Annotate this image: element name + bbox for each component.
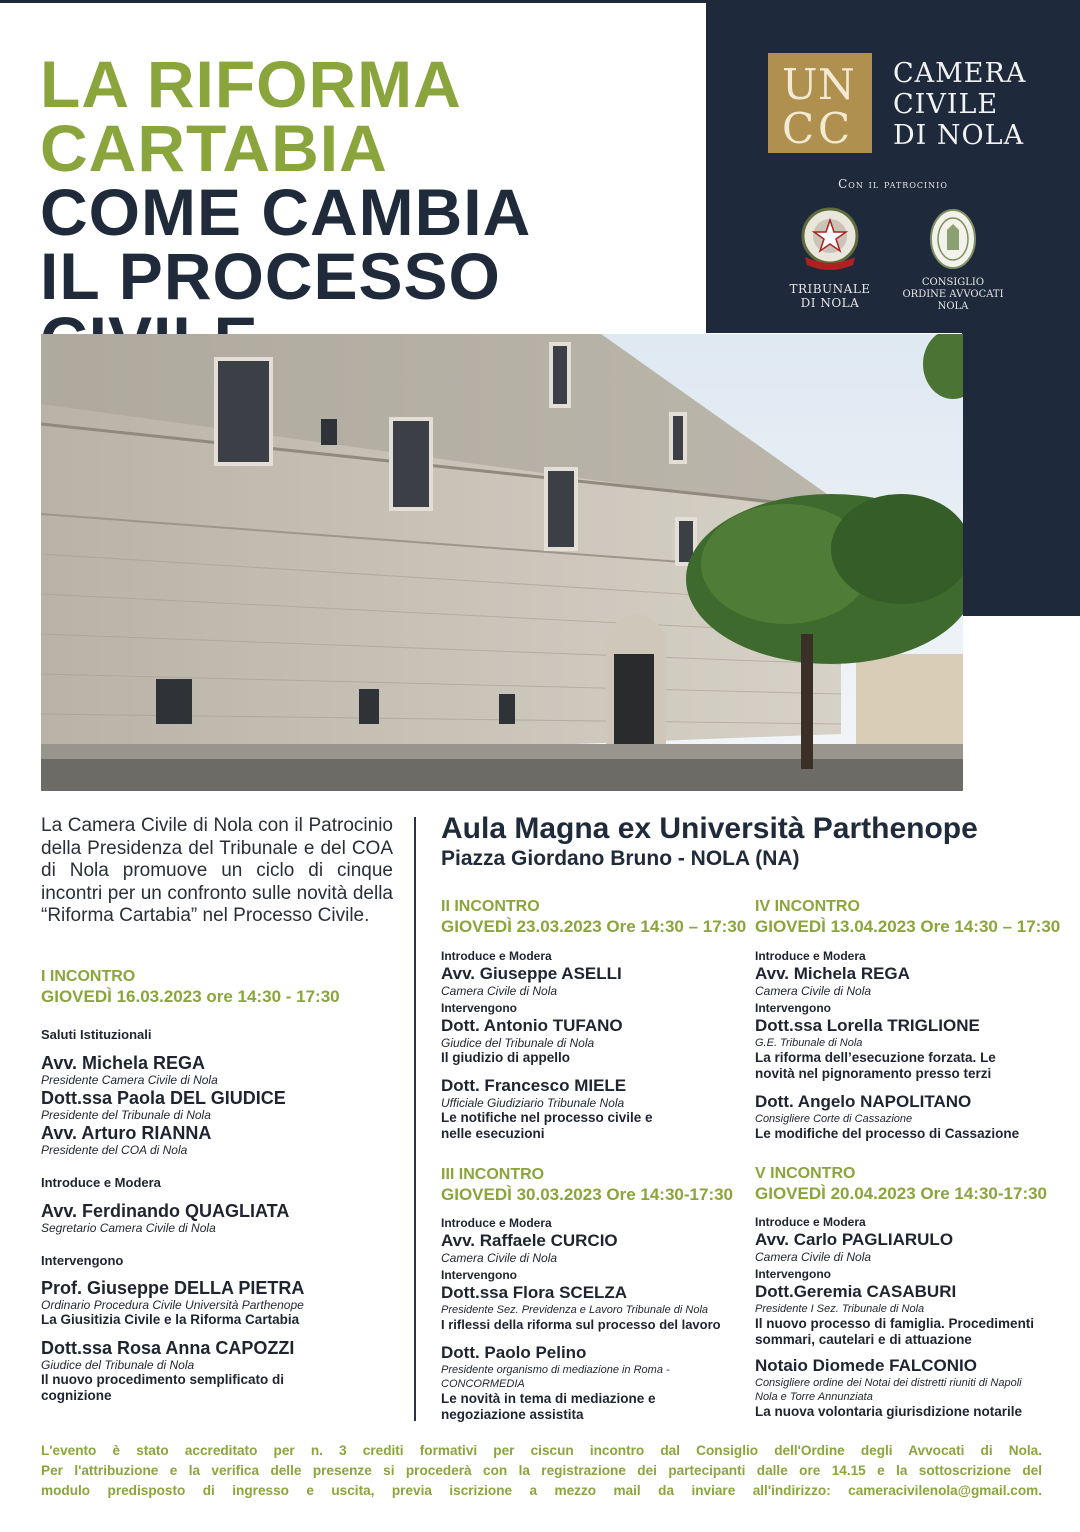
speaker-role: G.E. Tribunale di Nola (755, 1037, 863, 1049)
speaker-role: Presidente Sez. Previdenza e Lavoro Tribunale di Nola (441, 1304, 709, 1316)
speaker-topic: Le notifiche nel processo civile e nelle esecuzioni (441, 1110, 653, 1141)
speaker-name: Dott.ssa Lorella TRIGLIONE (755, 1016, 980, 1035)
moderator-role: Camera Civile di Nola (755, 1250, 872, 1264)
speaker-role: Presidente del Tribunale di Nola (41, 1108, 211, 1122)
logo-text-un: U (782, 60, 818, 109)
speaker-topic: Il nuovo processo di famiglia. Procedimenti sommari, cautelari e di attuazione (755, 1316, 1035, 1347)
meeting-date: GIOVEDÌ 20.04.2023 Ore 14:30-17:30 (755, 1184, 1048, 1203)
saluti-label: Saluti Istituzionali (41, 1027, 152, 1042)
moderator-label: Introduce e Modera (755, 949, 866, 963)
speaker-name: Dott.ssa Paola DEL GIUDICE (41, 1088, 286, 1108)
speaker-topic: I riflessi della riforma sul processo del lavoro (441, 1317, 721, 1332)
speaker-name: Dott.ssa Rosa Anna CAPOZZI (41, 1338, 295, 1358)
moderator-role: Camera Civile di Nola (441, 1251, 558, 1265)
speaker-name: Dott.Geremia CASABURI (755, 1282, 957, 1301)
speaker-role: Giudice del Tribunale di Nola (41, 1358, 195, 1372)
speaker-topic: La nuova volontaria giurisdizione notarile (755, 1404, 1023, 1419)
meeting-title: V INCONTRO (755, 1165, 856, 1182)
venue-address: Piazza Giordano Bruno - NOLA (NA) (441, 847, 800, 870)
speaker-topic: Le novità in tema di mediazione e negoziazione assistita (441, 1391, 656, 1422)
meeting-3 (441, 1165, 734, 1423)
venue-name: Aula Magna ex Università Parthenope (441, 812, 978, 845)
moderator-role: Segretario Camera Civile di Nola (41, 1221, 216, 1235)
meeting-3-header (441, 1165, 734, 1205)
speaker-name: Avv. Michela REGA (41, 1053, 206, 1073)
title-line-4: IL PROCESSO (40, 239, 501, 313)
intro-paragraph: La Camera Civile di Nola con il Patrocinio della Presidenza del Tribunale e del COA di Nola promuove un ciclo di cinque incontri per un confronto sulle novità della “Riforma Cartabia” nel Processo Civile. (41, 815, 393, 927)
moderator-label: Introduce e Modera (441, 949, 552, 963)
speaker-name: Dott.ssa Flora SCELZA (441, 1283, 628, 1302)
organizer-panel (706, 0, 1080, 333)
column-divider (414, 817, 416, 1421)
title-line-2: CARTABIA (40, 111, 388, 185)
footer-line-1: L'evento è stato accreditato per n. 3 crediti formativi per ciscun incontro dal Consiglio dell'Ordine degli Avvocati di Nola. (41, 1443, 1042, 1458)
speaker-topic: Le modifiche del processo di Cassazione (755, 1126, 1020, 1141)
uncc-logo-icon (768, 53, 872, 153)
uncc-logo (768, 53, 872, 153)
speaker-topic: La riforma dell’esecuzione forzata. Le novità nel pignoramento presso terzi (755, 1050, 996, 1081)
moderator-name: Avv. Ferdinando QUAGLIATA (41, 1201, 290, 1221)
coa-nola-seal-icon (929, 208, 977, 270)
patron-tribunale-label: TRIBUNALE DI NOLA (789, 282, 871, 310)
speaker-name: Notaio Diomede FALCONIO (755, 1356, 977, 1375)
speaker-role: Consigliere ordine dei Notai dei distretti riuniti di Napoli Nola e Torre Annunziata (755, 1377, 1022, 1403)
svg-text:N: N (818, 60, 855, 109)
patron-coa-label: CONSIGLIO ORDINE AVVOCATI NOLA (902, 277, 1004, 312)
moderator-role: Camera Civile di Nola (755, 984, 872, 998)
moderator-name: Avv. Carlo PAGLIARULO (755, 1230, 954, 1249)
moderator-label: Introduce e Modera (755, 1215, 866, 1229)
speaker-role: Presidente Camera Civile di Nola (41, 1073, 218, 1087)
meeting-5 (755, 1164, 1048, 1420)
moderator-name: Avv. Michela REGA (755, 964, 910, 983)
organizer-name-line-2: CIVILE (893, 89, 999, 120)
poster-title (40, 47, 700, 372)
speaker-name: Dott. Antonio TUFANO (441, 1016, 623, 1035)
meeting-title: III INCONTRO (441, 1166, 545, 1183)
accreditation-note (41, 1441, 1042, 1501)
title-line-1: LA RIFORMA (40, 47, 462, 121)
meeting-5-header (755, 1164, 1048, 1204)
building-photo (41, 334, 963, 791)
speakers-label: Intervengono (755, 1001, 832, 1015)
speaker-name: Dott. Angelo NAPOLITANO (755, 1092, 972, 1111)
speaker-role: Ufficiale Giudiziario Tribunale Nola (441, 1096, 625, 1110)
organizer-panel-extension (962, 333, 1080, 616)
speakers-label: Intervengono (441, 1268, 518, 1282)
speaker-name: Avv. Arturo RIANNA (41, 1123, 212, 1143)
meeting-4-header (755, 897, 1061, 937)
speaker-name: Dott. Paolo Pelino (441, 1343, 587, 1362)
footer-line-3: modulo predisposto di ingresso e uscita, previa iscrizione a mezzo mail da inviare all'indirizzo: cameracivilenola@gmail.com. (41, 1483, 1042, 1498)
meeting-date: GIOVEDÌ 30.03.2023 Ore 14:30-17:30 (441, 1185, 734, 1204)
speaker-topic: Il nuovo procedimento semplificato di cognizione (41, 1372, 285, 1403)
meeting-1 (41, 967, 401, 1404)
venue (441, 812, 1041, 872)
speakers-label: Intervengono (441, 1001, 518, 1015)
meeting-4 (755, 897, 1061, 1142)
meeting-title: IV INCONTRO (755, 898, 860, 915)
svg-text:C: C (818, 104, 851, 153)
italian-republic-emblem-icon (799, 207, 861, 273)
meeting-1-header (41, 967, 401, 1007)
meeting-2 (441, 897, 747, 1142)
patronage-label: Con il patrocinio (838, 177, 948, 191)
speaker-topic: La Giusitizia Civile e la Riforma Cartabia (41, 1312, 300, 1327)
organizer-name-line-1: CAMERA (893, 58, 1027, 89)
meeting-date: GIOVEDÌ 23.03.2023 Ore 14:30 – 17:30 (441, 917, 747, 936)
top-rule (0, 0, 708, 3)
svg-text:C: C (782, 104, 815, 153)
footer-line-2: Per l'attribuzione e la verifica delle presenze si procederà con la registrazione dei partecipanti dalle ore 14.15 e la sottoscrizione del (41, 1463, 1042, 1478)
organizer-name (893, 58, 1043, 151)
organizer-name-line-3: DI NOLA (893, 120, 1025, 151)
speaker-role: Presidente organismo di mediazione in Roma - CONCORMEDIA (441, 1364, 670, 1390)
moderator-name: Avv. Raffaele CURCIO (441, 1231, 618, 1250)
meeting-date: GIOVEDÌ 16.03.2023 ore 14:30 - 17:30 (41, 987, 340, 1006)
speaker-topic: Il giudizio di appello (441, 1050, 570, 1065)
speaker-name: Prof. Giuseppe DELLA PIETRA (41, 1278, 305, 1298)
moderator-label: Introduce e Modera (41, 1175, 161, 1190)
speaker-role: Presidente del COA di Nola (41, 1143, 188, 1157)
moderator-role: Camera Civile di Nola (441, 984, 558, 998)
meeting-title: II INCONTRO (441, 898, 540, 915)
meeting-date: GIOVEDÌ 13.04.2023 Ore 14:30 – 17:30 (755, 917, 1061, 936)
speaker-role: Ordinario Procedura Civile Università Parthenope (41, 1298, 304, 1312)
title-line-3: COME CAMBIA (40, 175, 532, 249)
moderator-label: Introduce e Modera (441, 1216, 552, 1230)
speakers-label: Intervengono (41, 1253, 124, 1268)
moderator-name: Avv. Giuseppe ASELLI (441, 964, 622, 983)
speaker-role: Presidente I Sez. Tribunale di Nola (755, 1303, 925, 1315)
speaker-role: Consigliere Corte di Cassazione (755, 1113, 913, 1125)
meeting-title: I INCONTRO (41, 968, 136, 985)
speaker-name: Dott. Francesco MIELE (441, 1076, 627, 1095)
meeting-2-header (441, 897, 747, 937)
speakers-label: Intervengono (755, 1267, 832, 1281)
speaker-role: Giudice del Tribunale di Nola (441, 1036, 595, 1050)
